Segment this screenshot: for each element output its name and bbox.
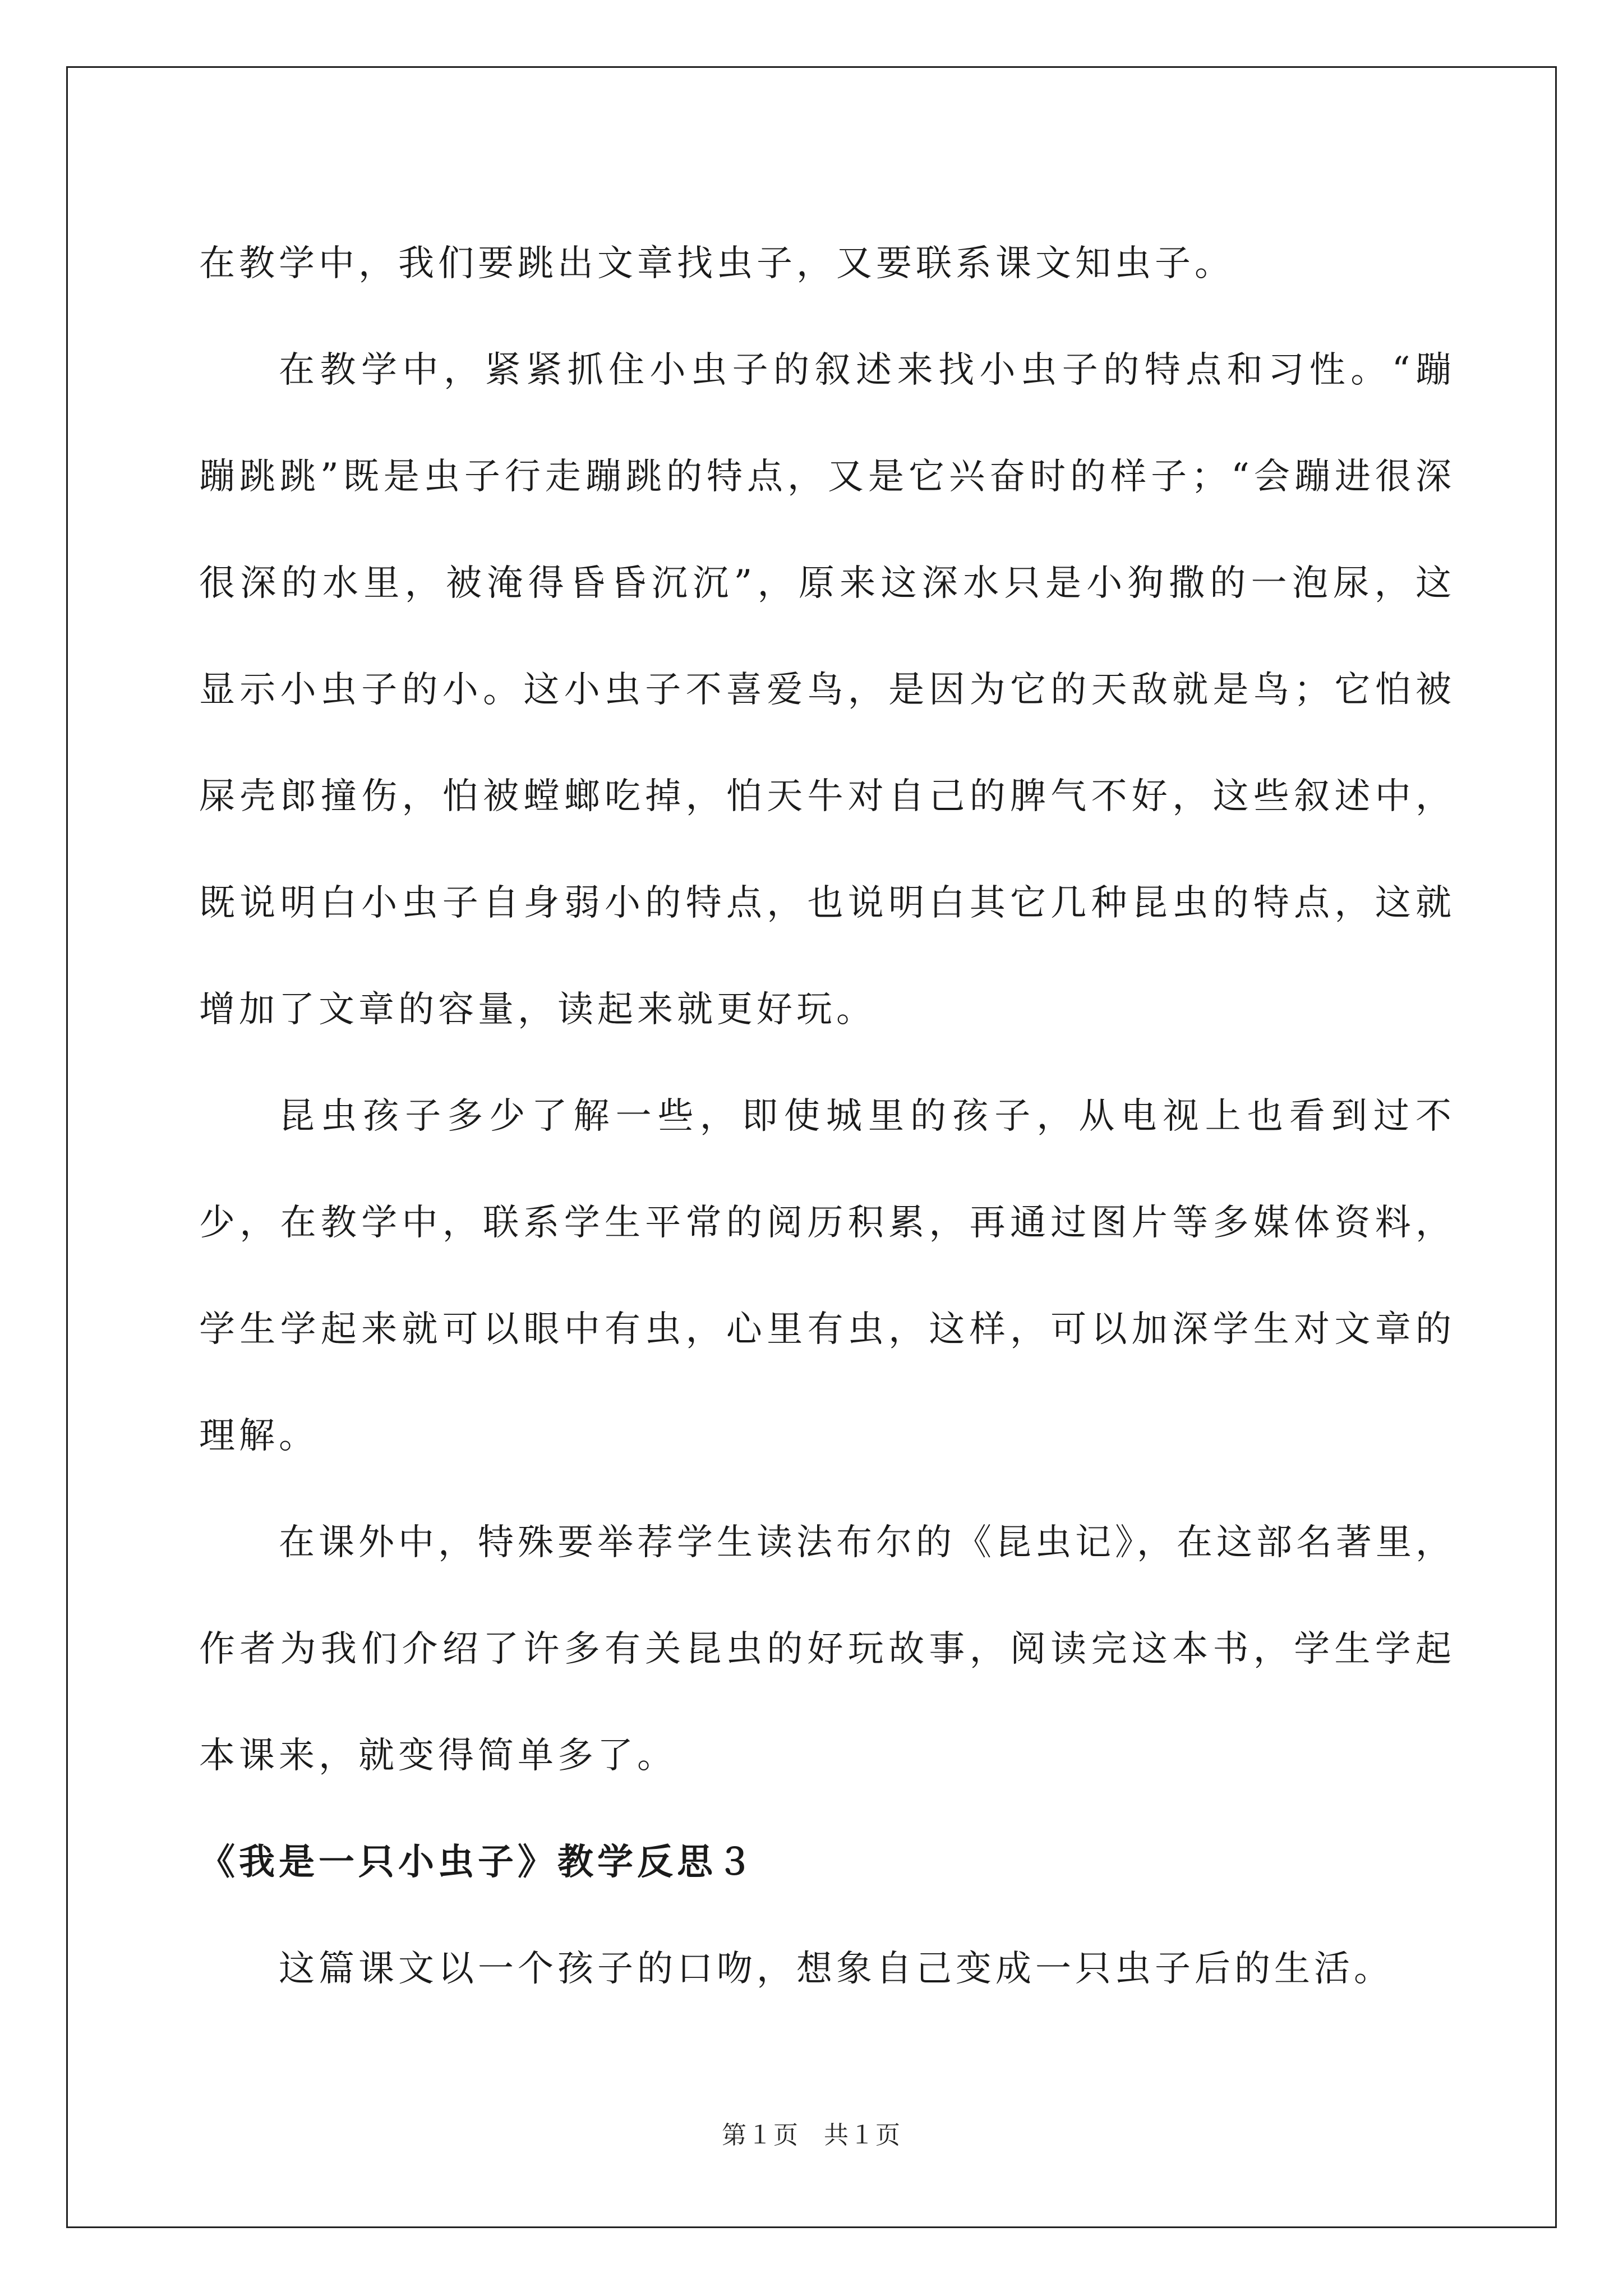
page-footer [0,2115,1623,2151]
page-number-total: 共１页 [824,2121,901,2150]
paragraph-4: 在课外中，特殊要举荐学生读法布尔的《昆虫记》，在这部名著里，作者为我们介绍了许多有关昆虫的好玩故事，阅读完这本书，学生学起本课来，就变得简单多了。 [199,1522,1455,1777]
paragraph-5: 这篇课文以一个孩子的口吻，想象自己变成一只虫子后的生活。 [279,1948,1394,1990]
paragraph-2: 在教学中，紧紧抓住小虫子的叙述来找小虫子的特点和习性。“蹦蹦跳跳”既是虫子行走蹦跳的特点，又是它兴奋时的样子；“会蹦进很深很深的水里，被淹得昏昏沉沉”，原来这深水只是小狗撒的一泡尿，这显示小虫子的小。这小虫子不喜爱鸟，是因为它的天敌就是鸟；它怕被屎壳郎撞伤，怕被螳螂吃掉，怕天牛对自己的脾气不好，这些叙述中，既说明白小虫子自身弱小的特点，也说明白其它几种昆虫的特点，这就增加了文章的容量，读起来就更好玩。 [199,349,1455,1030]
page-number-current: 第１页 [722,2121,799,2150]
document-body [199,210,1455,2022]
paragraph-3: 昆虫孩子多少了解一些，即使城里的孩子，从电视上也看到过不少，在教学中，联系学生平常的阅历积累，再通过图片等多媒体资料，学生学起来就可以眼中有虫，心里有虫，这样，可以加深学生对文章的理解。 [199,1096,1455,1457]
section-heading: 《我是一只小虫子》教学反思３ [199,1841,757,1883]
paragraph-1: 在教学中，我们要跳出文章找虫子，又要联系课文知虫子。 [199,243,1234,284]
